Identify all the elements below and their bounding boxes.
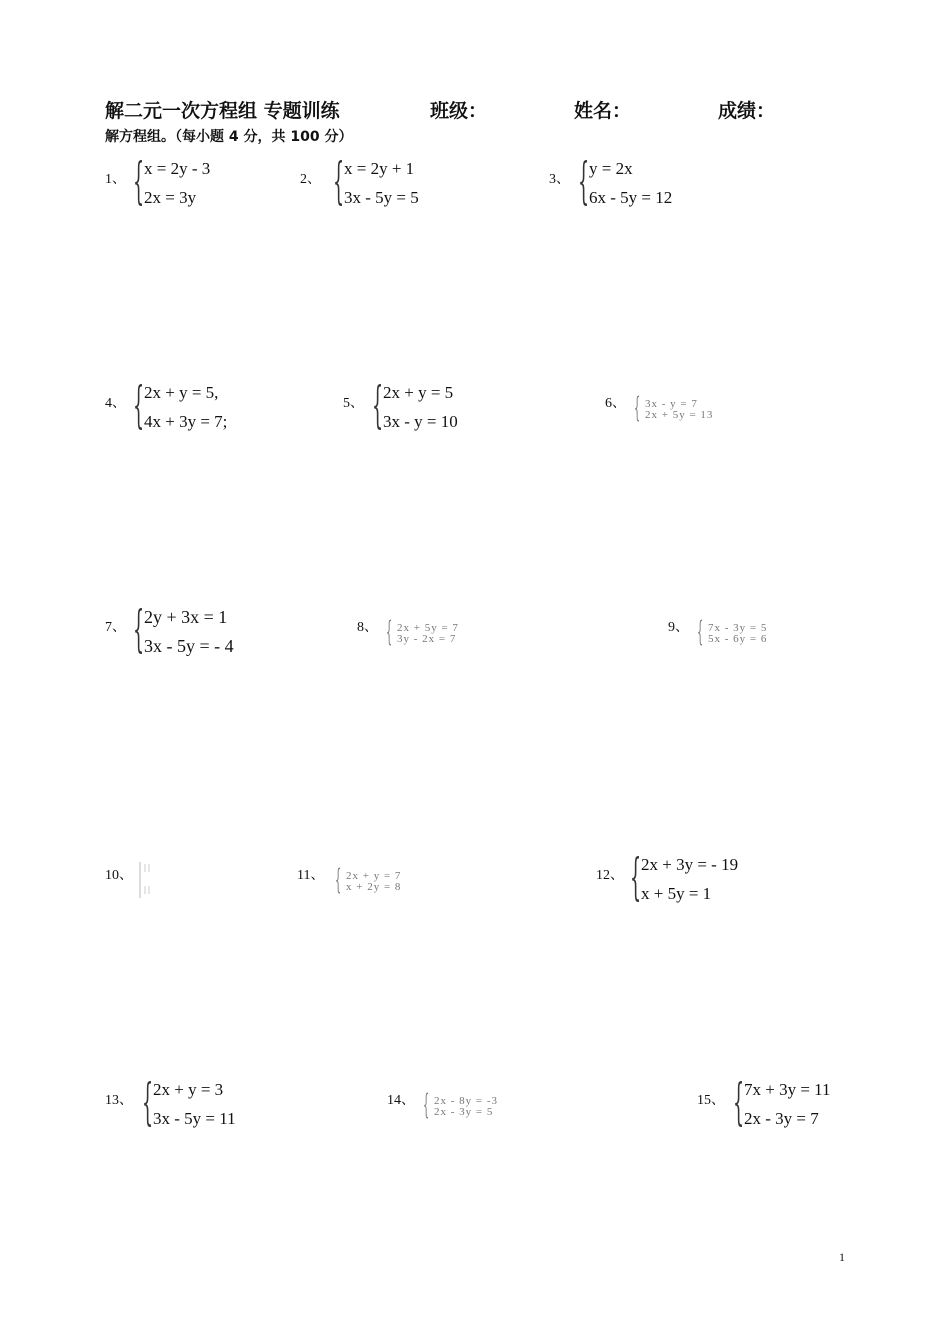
equation-system: [733, 1073, 873, 1134]
equation-2: 3x - 5y = - 4: [144, 636, 234, 656]
equation-1: 2y + 3x = 1: [144, 607, 228, 627]
brace-icon: {: [133, 600, 145, 658]
instructions: 解方程组。（每小题 4 分，共 100 分）: [105, 129, 353, 145]
name-label: 姓名：: [574, 100, 632, 122]
problem-number: 5、: [343, 396, 364, 411]
equation-1: 3x - y = 7: [645, 398, 698, 410]
equation-system: [386, 608, 526, 664]
problem-number: 7、: [105, 620, 126, 635]
score-label: 成绩：: [718, 100, 776, 122]
brace-icon: {: [133, 376, 145, 434]
brace-icon: {: [423, 1088, 430, 1121]
problem-number: 1、: [105, 172, 126, 187]
equation-2: 3x - 5y = 5: [344, 188, 419, 207]
brace-icon: {: [386, 615, 393, 648]
faint-equation-placeholder-icon: [137, 858, 157, 904]
equation-2: 6x - 5y = 12: [589, 188, 673, 207]
equation-system: [135, 856, 175, 912]
equation-1: y = 2x: [589, 159, 633, 178]
equation-system: [578, 152, 718, 213]
equation-2: 3y - 2x = 7: [397, 633, 457, 645]
equation-2: 2x - 3y = 5: [434, 1106, 494, 1118]
equation-system: [372, 376, 512, 437]
equation-system: [335, 856, 475, 912]
equation-2: 4x + 3y = 7;: [144, 412, 228, 431]
equation-system: [333, 152, 473, 213]
equation-2: x + 5y = 1: [641, 884, 712, 903]
problem-number: 4、: [105, 396, 126, 411]
brace-icon: {: [333, 152, 345, 210]
equation-2: 3x - y = 10: [383, 412, 458, 431]
problem-number: 13、: [105, 1093, 133, 1108]
equation-system: [634, 384, 774, 440]
problem-number: 8、: [357, 620, 378, 635]
brace-icon: {: [372, 376, 384, 434]
page-title: 解二元一次方程组 专题训练: [105, 100, 340, 122]
problem-number: 15、: [697, 1093, 725, 1108]
equation-1: 2x + y = 3: [153, 1080, 224, 1099]
equation-1: 2x + y = 7: [346, 870, 402, 882]
equation-2: 2x + 5y = 13: [645, 409, 714, 421]
equation-system: [142, 1073, 282, 1134]
equation-2: 2x - 3y = 7: [744, 1109, 819, 1128]
equation-2: 5x - 6y = 6: [708, 633, 768, 645]
equation-system: [697, 608, 837, 664]
equation-1: 2x - 8y = -3: [434, 1095, 499, 1107]
equation-system: [133, 600, 273, 661]
problem-number: 6、: [605, 396, 626, 411]
equation-1: 2x + y = 5: [383, 383, 454, 402]
equation-1: 2x + y = 5,: [144, 383, 219, 402]
class-label: 班级：: [430, 100, 488, 122]
equation-2: 3x - 5y = 11: [153, 1109, 236, 1128]
equation-system: [133, 376, 273, 437]
problem-number: 3、: [549, 172, 570, 187]
problem-number: 11、: [297, 868, 325, 883]
equation-1: x = 2y - 3: [144, 159, 211, 178]
brace-icon: {: [630, 848, 642, 906]
problem-number: 9、: [668, 620, 689, 635]
brace-icon: {: [697, 615, 704, 648]
equation-1: 7x - 3y = 5: [708, 622, 768, 634]
equation-2: x + 2y = 8: [346, 881, 402, 893]
problem-number: 2、: [300, 172, 321, 187]
brace-icon: {: [142, 1073, 154, 1131]
equation-1: 7x + 3y = 11: [744, 1080, 831, 1099]
brace-icon: {: [133, 152, 145, 210]
brace-icon: {: [634, 391, 641, 424]
problem-number: 10、: [105, 868, 133, 883]
brace-icon: {: [335, 863, 342, 896]
brace-icon: {: [578, 152, 590, 210]
equation-1: x = 2y + 1: [344, 159, 415, 178]
equation-system: [423, 1081, 573, 1137]
equation-2: 2x = 3y: [144, 188, 197, 207]
equation-system: [630, 848, 780, 909]
equation-1: 2x + 5y = 7: [397, 622, 459, 634]
page-number: 1: [839, 1250, 845, 1264]
problem-number: 14、: [387, 1093, 415, 1108]
equation-system: [133, 152, 273, 213]
brace-icon: {: [733, 1073, 745, 1131]
problem-number: 12、: [596, 868, 624, 883]
equation-1: 2x + 3y = - 19: [641, 855, 739, 874]
